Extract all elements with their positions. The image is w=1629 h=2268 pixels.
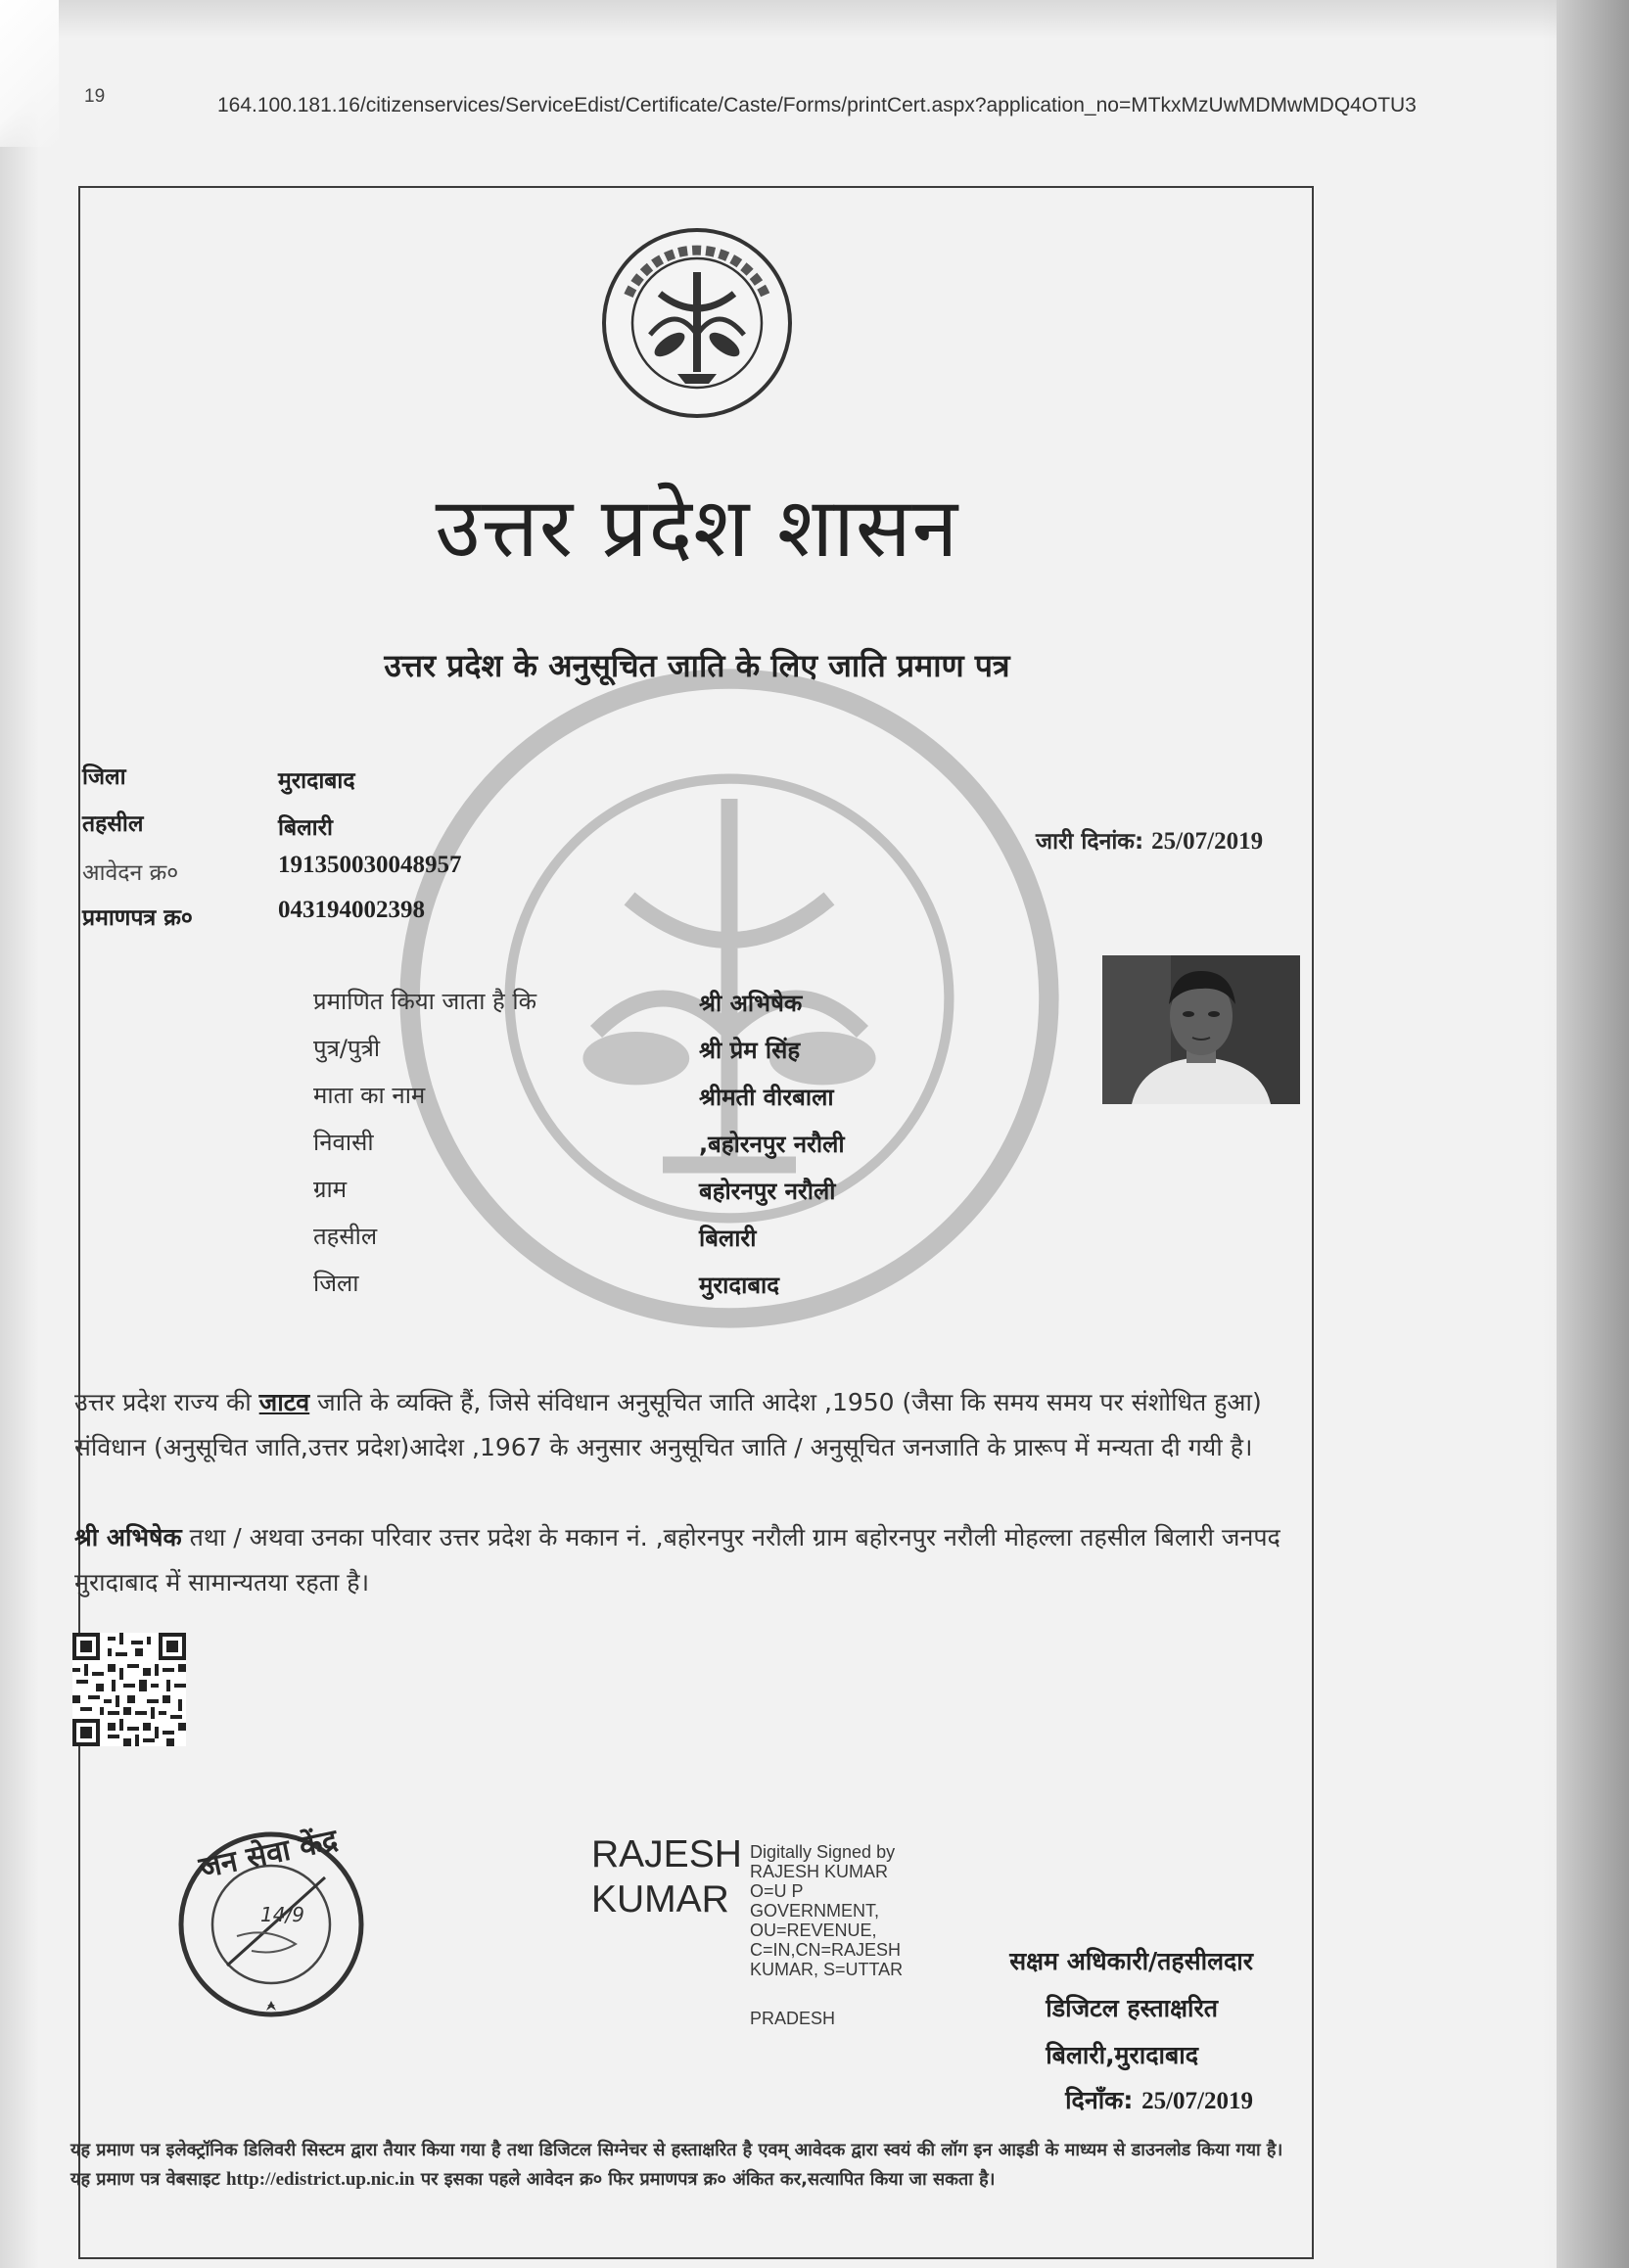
main-title: उत्तर प्रदेश शासन (435, 480, 959, 576)
certificate-number: 043194002398 (278, 897, 425, 923)
mother-name: श्रीमती वीरबाला (699, 1084, 834, 1111)
father-name: श्री प्रेम सिंह (699, 1037, 801, 1064)
mother-name-label: माता का नाम (313, 1082, 426, 1109)
detail-district-label: जिला (313, 1270, 359, 1297)
certified-label: प्रमाणित किया जाता है कि (313, 988, 537, 1015)
authority-date-label: दिनाँक: (1065, 2086, 1134, 2114)
village-value: बहोरनपुर नरौली (699, 1178, 836, 1205)
district-value: मुरादाबाद (278, 768, 355, 794)
print-url: 164.100.181.16/citizenservices/ServiceEdist/Certificate/Caste/Forms/printCert.aspx?application_no=MTkxMzUwMDMwMDQ4OTU3 (217, 94, 1417, 116)
up-government-emblem-icon (599, 225, 795, 421)
certificate-number-label: प्रमाणपत्र क्र० (82, 905, 193, 931)
residence-paragraph (74, 1515, 1308, 1605)
torn-corner (0, 0, 59, 147)
village-label: ग्राम (313, 1176, 348, 1203)
paragraph1-start: उत्तर प्रदेश राज्य की (74, 1388, 259, 1416)
detail-tehsil-label: तहसील (313, 1223, 378, 1250)
signer-first-name: RAJESH (591, 1833, 742, 1875)
paragraph1-rest: जाति के व्यक्ति हैं, जिसे संविधान अनुसूचित जाति आदेश ,1950 (जैसा कि समय समय पर संशोधित हुआ) संविधान (अनुसूचित जाति,उत्तर प्रदेश)आदेश ,1967 के अनुसार अनुसूचित जाति / अनुसूचित जनजाति के प्रारूप में मन्यता दी गयी है। (74, 1388, 1262, 1461)
sig-line: Digitally Signed by (750, 1842, 896, 1862)
detail-tehsil-value: बिलारी (699, 1225, 757, 1252)
stamp-handwritten-date: 14/9 (260, 1903, 304, 1926)
jan-seva-kendra-stamp (168, 1819, 374, 2024)
authority-date (979, 2083, 1253, 2116)
verification-url[interactable]: http://edistrict.up.nic.in (225, 2169, 415, 2190)
resident-label: निवासी (313, 1129, 374, 1156)
footer-text-start: यह प्रमाण पत्र इलेक्ट्रॉनिक डिलिवरी सिस्टम द्वारा तैयार किया गया है तथा डिजिटल सिग्नेचर से हस्ताक्षरित है एवम् आवेदक द्वारा स्वयं की लॉग इन आइडी के माध्यम से डाउनलोड किया गया है। यह प्रमाण पत्र वेबसाइट (70, 2140, 1283, 2190)
signer-name (591, 1832, 742, 1922)
application-label: आवेदन क्र० (82, 860, 179, 886)
residence-holder-name: श्री अभिषेक (74, 1523, 182, 1551)
stamp-text: जन सेवा केंद्र (196, 1823, 341, 1886)
signature-region: PRADESH (750, 2009, 836, 2028)
tehsil-label: तहसील (82, 811, 144, 837)
detail-district-value: मुरादाबाद (699, 1272, 780, 1299)
application-number: 191350030048957 (278, 852, 462, 878)
issue-date-label: जारी दिनांक: (1036, 829, 1144, 855)
caste-name: जाटव (258, 1388, 310, 1416)
authority-place: बिलारी,मुरादाबाद (1046, 2041, 1198, 2069)
footer-text-end: पर इसका पहले आवेदन क्र० फिर प्रमाणपत्र क्र० अंकित कर,सत्यापित किया जा सकता है। (414, 2169, 996, 2190)
sig-line: O=U P (750, 1881, 804, 1901)
applicant-photo (1102, 955, 1300, 1104)
verification-footer (70, 2136, 1306, 2195)
son-daughter-label: पुत्र/पुत्री (313, 1035, 381, 1062)
sig-line: C=IN,CN=RAJESH (750, 1940, 902, 1960)
district-label: जिला (82, 764, 126, 790)
certificate-subtitle: उत्तर प्रदेश के अनुसूचित जाति के लिए जाति प्रमाण पत्र (384, 647, 1010, 684)
authority-date-value: 25/07/2019 (1141, 2088, 1253, 2114)
sig-line: KUMAR, S=UTTAR (750, 1960, 904, 1979)
page-number: 19 (84, 86, 106, 107)
resident-value: ,बहोरनपुर नरौली (699, 1131, 845, 1158)
sig-line: GOVERNMENT, (750, 1901, 880, 1921)
sig-line: RAJESH KUMAR (750, 1862, 889, 1881)
person-photo-icon (1102, 955, 1300, 1104)
scan-edge-shadow (1557, 0, 1629, 2268)
tehsil-value: बिलारी (278, 815, 334, 841)
caste-statement-paragraph (74, 1380, 1308, 1470)
sig-line: OU=REVENUE, (750, 1921, 877, 1940)
authority-designation: सक्षम अधिकारी/तहसीलदार (1009, 1947, 1253, 1975)
digitally-signed-label: डिजिटल हस्ताक्षरित (1046, 1994, 1218, 2022)
issue-date-value: 25/07/2019 (1151, 828, 1264, 855)
residence-text: तथा / अथवा उनका परिवार उत्तर प्रदेश के मकान नं. ,बहोरनपुर नरौली ग्राम बहोरनपुर नरौली मोहल्ला तहसील बिलारी जनपद मुरादाबाद में सामान्यतया रहता है। (74, 1523, 1280, 1597)
holder-name: श्री अभिषेक (699, 990, 803, 1017)
qr-code-icon (72, 1633, 186, 1746)
digital-signature-details (750, 1842, 936, 1979)
issue-date (1036, 824, 1263, 856)
signer-last-name: KUMAR (591, 1878, 729, 1921)
